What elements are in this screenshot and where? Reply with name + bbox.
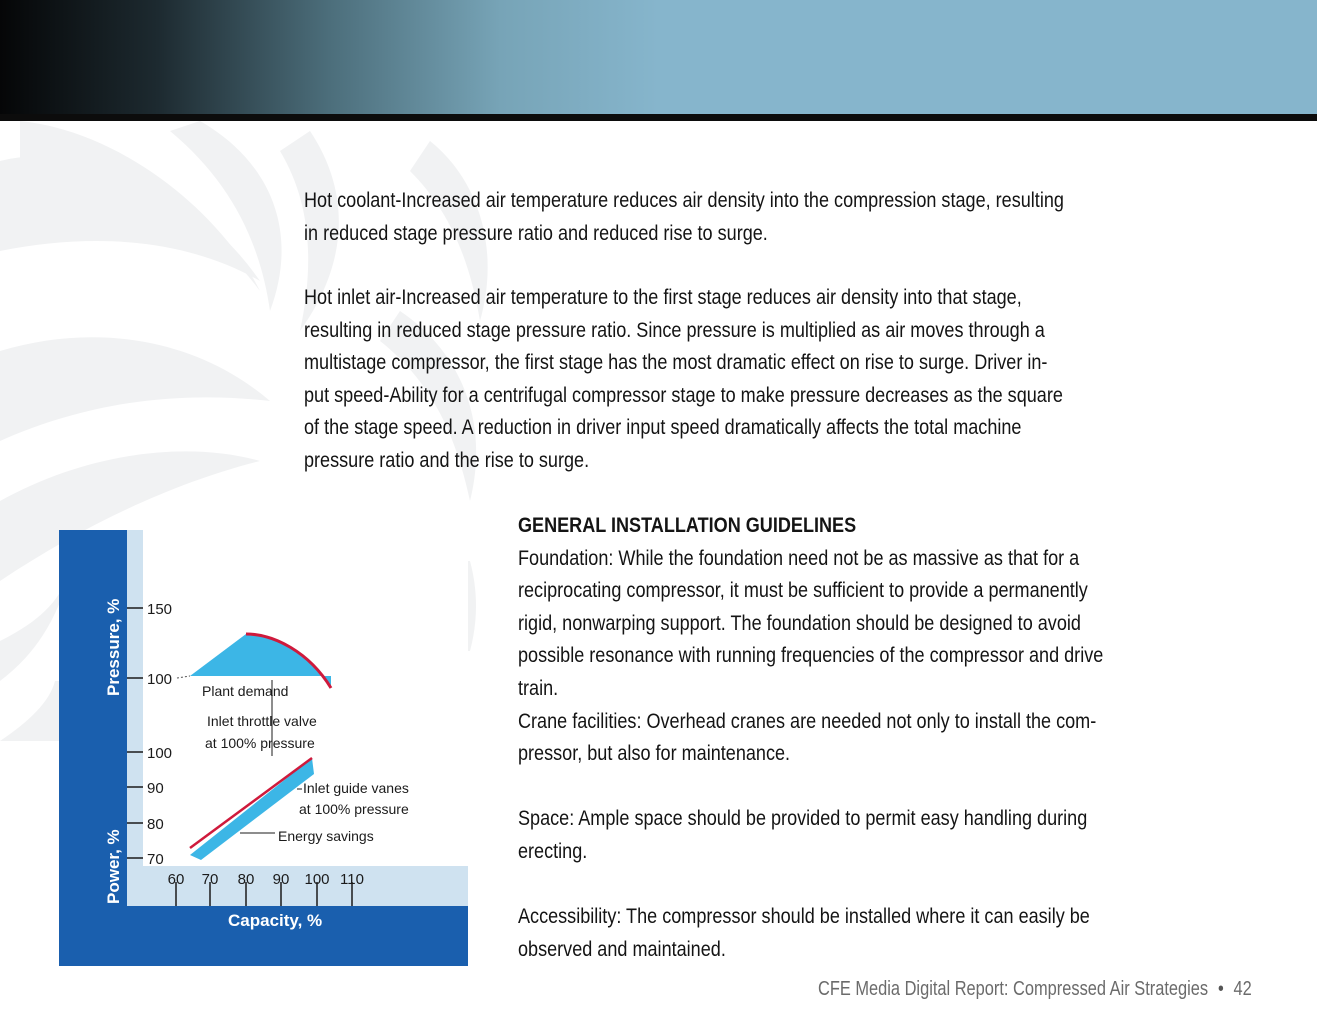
power-axis-label: Power, % <box>104 829 123 904</box>
section-heading: GENERAL INSTALLATION GUIDELINES <box>518 514 857 537</box>
installation-guidelines-section <box>518 510 1275 966</box>
capacity-tick-label: 60 <box>167 871 185 888</box>
power-tick-label: 90 <box>147 780 164 797</box>
capacity-axis-label: Capacity, % <box>228 911 323 930</box>
pressure-axis-label: Pressure, % <box>104 598 123 696</box>
guide-vanes-label-line2: at 100% pressure <box>299 801 409 817</box>
guide-vanes-label-line1: Inlet guide vanes <box>303 780 409 796</box>
power-tick-label: 100 <box>147 745 173 762</box>
header-banner <box>0 0 1317 114</box>
capacity-tick-label: 80 <box>237 871 255 888</box>
capacity-control-figure <box>59 530 468 966</box>
pressure-tick-label: 150 <box>147 601 173 618</box>
power-tick-label: 70 <box>147 851 164 868</box>
capacity-tick-label: 100 <box>304 871 330 888</box>
space-paragraph: Space: Ample space should be provided to permit easy handling during erecting. <box>518 807 1088 863</box>
throttle-valve-label-line2: at 100% pressure <box>205 735 315 751</box>
throttle-valve-label-line1: Inlet throttle valve <box>207 713 317 729</box>
crane-facilities-paragraph: Crane facilities: Overhead cranes are needed not only to install the com- pressor, but also for maintenance. <box>518 709 1097 766</box>
paragraph-text: Hot coolant-Increased air temperature reduces air density into the compression stage, resulting in reduced stage pressure ratio and reduced rise to surge. <box>304 189 1064 245</box>
accessibility-paragraph: Accessibility: The compressor should be installed where it can easily be observed and maintained. <box>518 905 1090 961</box>
vertical-axis-strip <box>127 530 143 882</box>
pressure-tick-label: 100 <box>147 671 173 688</box>
page-footer <box>818 978 1252 1001</box>
footer-bullet: • <box>1217 978 1224 1000</box>
footer-report-title: CFE Media Digital Report: Compressed Air Strategies <box>818 978 1209 1000</box>
energy-savings-label: Energy savings <box>278 828 374 844</box>
capacity-tick-label: 110 <box>340 871 364 888</box>
power-tick-label: 80 <box>147 816 164 833</box>
capacity-tick-label: 70 <box>201 871 219 888</box>
body-paragraph-hot-inlet-air <box>304 282 1267 478</box>
plant-demand-label: Plant demand <box>202 683 289 699</box>
paragraph-text: Hot inlet air-Increased air temperature to the first stage reduces air density into that stage, resulting in reduced stage pressure ratio. Since pressure is multiplied as air moves through a multistage compressor, the first stage has the most dramatic effect on rise to surge. Driver in- put speed-Ability for a centrifugal compressor stage to make pressure decreases as the square of the stage speed. A reduction in driver input speed dramatically affects the total machine pressure ratio and the rise to surge. <box>304 286 1063 472</box>
foundation-paragraph: Foundation: While the foundation need not be as massive as that for a reciprocating compressor, it must be sufficient to provide a permanently rigid, nonwarping support. The foundation should be designed to avoid possible resonance with running frequencies of the compressor and drive train. <box>518 546 1104 700</box>
header-rule <box>0 114 1317 121</box>
capacity-tick-label: 90 <box>272 871 290 888</box>
page-number: 42 <box>1233 978 1252 1000</box>
body-paragraph-hot-coolant <box>304 185 1267 250</box>
